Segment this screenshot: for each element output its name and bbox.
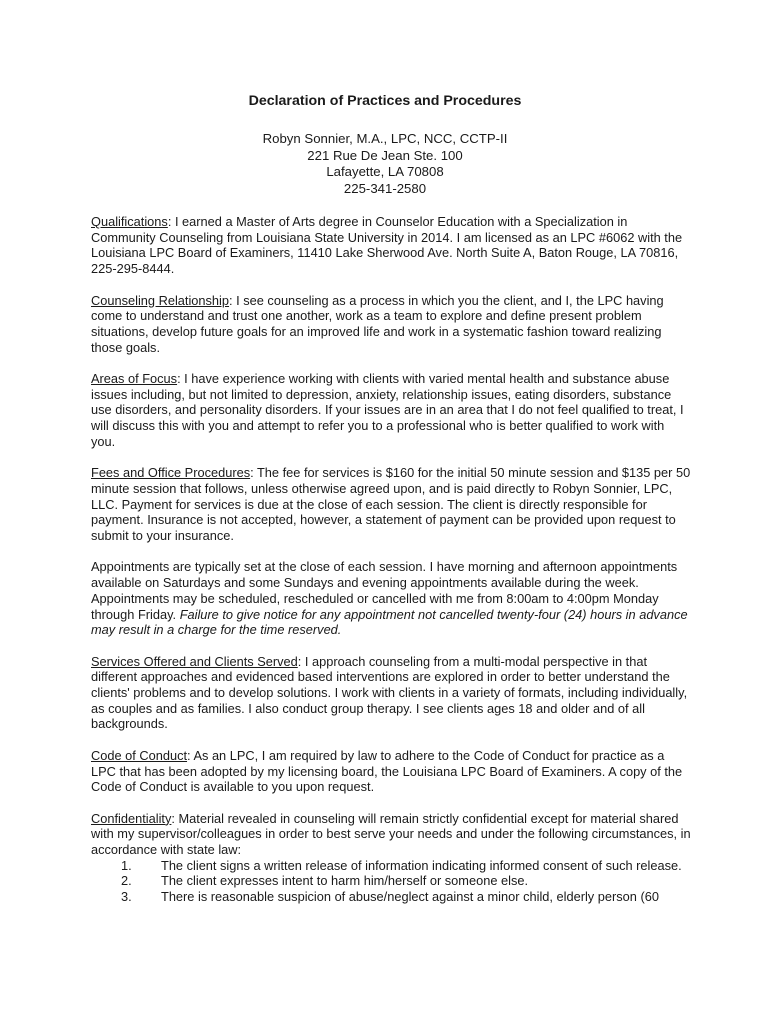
header-city: Lafayette, LA 70808: [326, 164, 444, 180]
header-name: Robyn Sonnier, M.A., LPC, NCC, CCTP-II: [262, 131, 508, 146]
services-text: : I approach counseling from a multi-modal perspective in that different approaches and evidenced based interventions are explored in order to better understand the clients' problems and to develop solutions. I work with clients in a variety of formats, including individually, as couples and as families. I also conduct group therapy. I see clients ages 18 and older and of all backgrounds.: [91, 653, 688, 732]
counseling-relationship-text: : I see counseling as a process in which you the client, and I, the LPC having come to understand and trust one another, work as a team to explore and define present problem situations, develop future goals for an improved life and work in a systematic fashion toward realizing those goals.: [91, 292, 664, 355]
section-services: [91, 654, 691, 733]
section-counseling-relationship: [91, 293, 691, 356]
list-item: [91, 889, 691, 905]
areas-of-focus-text: : I have experience working with clients with varied mental health and substance abuse issues including, but not limited to depression, anxiety, relationship issues, eating disorders, substance use disorders, and personality disorders. If your issues are in an area that I do not feel qualified to treat, I will discuss this with you and attempt to refer you to a professional who is better qualified to work with you.: [91, 371, 684, 449]
document-body: [91, 214, 691, 905]
section-confidentiality: [91, 811, 691, 858]
list-item-number: 2.: [121, 873, 132, 889]
appointments-cancellation-notice: Failure to give notice for any appointment not cancelled twenty-four (24) hours in advance may result in a charge for the time reserved.: [91, 606, 688, 638]
contact-header: [0, 131, 770, 197]
appointments-text: Appointments are typically set at the close of each session. I have morning and afternoon appointments available on Saturdays and some Sundays and evening appointments available during the week. Appointments may be scheduled, rescheduled or cancelled with me from 8:00am to 4:00pm Monday through Friday.: [91, 559, 678, 622]
list-item: [91, 858, 691, 874]
section-fees: [91, 465, 691, 544]
section-code-of-conduct: [91, 748, 691, 795]
confidentiality-text: : Material revealed in counseling will remain strictly confidential except for material shared with my supervisor/colleagues in order to best serve your needs and under the following circumstances, in accordance with state law:: [91, 810, 691, 858]
areas-of-focus-heading: Areas of Focus: [91, 371, 178, 386]
confidentiality-exceptions-list: [91, 858, 691, 905]
document-title: Declaration of Practices and Procedures: [248, 93, 522, 109]
header-street: 221 Rue De Jean Ste. 100: [307, 147, 463, 163]
section-appointments: [91, 559, 691, 638]
fees-text: : The fee for services is $160 for the initial 50 minute session and $135 per 50 minute session that follows, unless otherwise agreed upon, and is paid directly to Robyn Sonnier, LPC, LLC. Payment for services is due at the close of each session. The client is directly responsible for payment. Insurance is not accepted, however, a statement of payment can be provided upon request to submit to your insurance.: [91, 465, 691, 544]
list-item-text: There is reasonable suspicion of abuse/neglect against a minor child, elderly person (60: [161, 889, 659, 905]
code-of-conduct-heading: Code of Conduct: [91, 747, 188, 763]
section-areas-of-focus: [91, 371, 691, 450]
counseling-relationship-heading: Counseling Relationship: [91, 292, 230, 308]
services-heading: Services Offered and Clients Served: [91, 653, 298, 669]
header-phone: 225-341-2580: [343, 180, 427, 196]
list-item-text: The client expresses intent to harm him/herself or someone else.: [161, 873, 529, 889]
list-item-text: The client signs a written release of information indicating informed consent of such release.: [161, 857, 682, 873]
fees-heading: Fees and Office Procedures: [91, 465, 251, 481]
list-item-number: 3.: [121, 889, 132, 905]
qualifications-text: : I earned a Master of Arts degree in Counselor Education with a Specialization in Community Counseling from Louisiana State University in 2014. I am licensed as an LPC #6062 with the Louisiana LPC Board of Examiners, 11410 Lake Sherwood Ave. North Suite A, Baton Rouge, LA 70816, 225-295-8444.: [91, 214, 683, 277]
confidentiality-heading: Confidentiality: [91, 810, 172, 826]
list-item: [91, 873, 691, 889]
section-qualifications: [91, 214, 691, 277]
code-of-conduct-text: : As an LPC, I am required by law to adhere to the Code of Conduct for practice as a LPC that has been adopted by my licensing board, the Louisiana LPC Board of Examiners. A copy of the Code of Conduct is available to you upon request.: [91, 747, 683, 795]
list-item-number: 1.: [121, 857, 132, 873]
qualifications-heading: Qualifications: [91, 214, 168, 229]
